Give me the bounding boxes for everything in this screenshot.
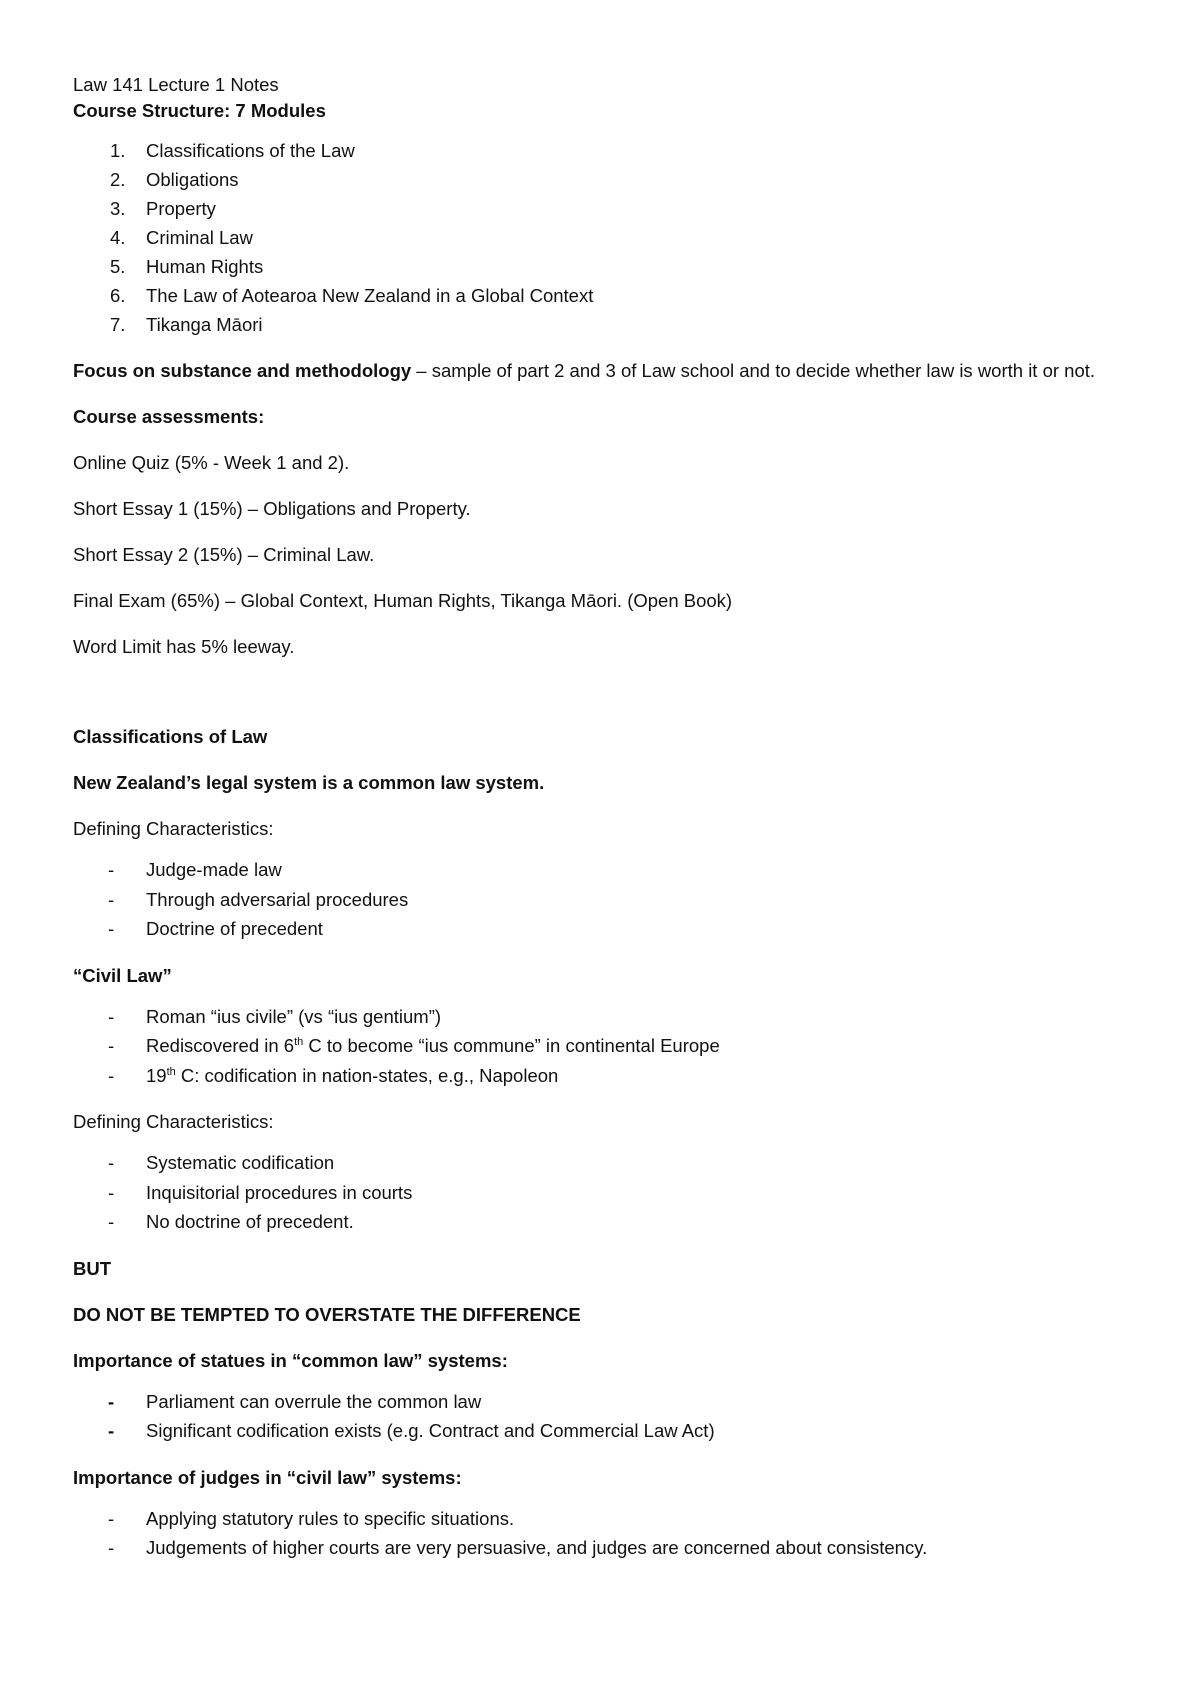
statutes-heading: Importance of statues in “common law” systems: bbox=[73, 1349, 508, 1371]
assessment-item: Word Limit has 5% leeway. bbox=[73, 636, 295, 657]
defining-characteristics-label: Defining Characteristics: bbox=[73, 1111, 274, 1132]
common-law-characteristics-list bbox=[73, 855, 1143, 944]
list-item: 6. The Law of Aotearoa New Zealand in a Global Context bbox=[110, 285, 594, 306]
modules-list bbox=[73, 136, 1143, 339]
list-item: - Applying statutory rules to specific situations. bbox=[108, 1507, 515, 1529]
list-item: - 19th C: codification in nation-states, e.g., Napoleon bbox=[108, 1064, 559, 1086]
nz-system-statement: New Zealand’s legal system is a common law system. bbox=[73, 772, 545, 793]
judges-heading: Importance of judges in “civil law” systems: bbox=[73, 1466, 462, 1488]
focus-paragraph: Focus on substance and methodology – sample of part 2 and 3 of Law school and to decide whether law is worth it or not. bbox=[73, 360, 1096, 381]
list-item: 3. Property bbox=[110, 198, 216, 219]
course-structure-heading: Course Structure: 7 Modules bbox=[73, 100, 326, 121]
judges-points-list bbox=[73, 1504, 1143, 1563]
classifications-heading: Classifications of Law bbox=[73, 726, 268, 747]
document-page bbox=[73, 72, 1143, 1563]
list-item: 7. Tikanga Māori bbox=[110, 314, 263, 335]
document-title: Law 141 Lecture 1 Notes bbox=[73, 74, 279, 95]
list-item: 4. Criminal Law bbox=[110, 227, 253, 248]
list-item: - Significant codification exists (e.g. Contract and Commercial Law Act) bbox=[108, 1420, 715, 1441]
but-label: BUT bbox=[73, 1257, 112, 1279]
list-item: - Doctrine of precedent bbox=[108, 918, 323, 939]
list-item: 2. Obligations bbox=[110, 169, 239, 190]
list-item: 1. Classifications of the Law bbox=[110, 140, 355, 161]
assessments-heading: Course assessments: bbox=[73, 406, 265, 427]
list-item: - Inquisitorial procedures in courts bbox=[108, 1181, 413, 1203]
list-item: - Roman “ius civile” (vs “ius gentium”) bbox=[108, 1005, 442, 1027]
list-item: - Systematic codification bbox=[108, 1152, 335, 1173]
assessment-item: Final Exam (65%) – Global Context, Human Rights, Tikanga Māori. (Open Book) bbox=[73, 590, 733, 611]
civil-law-heading: “Civil Law” bbox=[73, 964, 172, 986]
warning-statement: DO NOT BE TEMPTED TO OVERSTATE THE DIFFERENCE bbox=[73, 1303, 581, 1325]
civil-law-characteristics-list bbox=[73, 1148, 1143, 1237]
list-item: 5. Human Rights bbox=[110, 256, 264, 277]
list-item: - Judgements of higher courts are very persuasive, and judges are concerned about consistency. bbox=[108, 1537, 928, 1558]
list-item: - No doctrine of precedent. bbox=[108, 1211, 354, 1232]
assessment-item: Online Quiz (5% - Week 1 and 2). bbox=[73, 452, 350, 473]
assessment-item: Short Essay 2 (15%) – Criminal Law. bbox=[73, 544, 375, 565]
list-item: - Rediscovered in 6th C to become “ius commune” in continental Europe bbox=[108, 1035, 720, 1056]
list-item: - Through adversarial procedures bbox=[108, 888, 409, 910]
statutes-points-list bbox=[73, 1387, 1143, 1446]
assessment-item: Short Essay 1 (15%) – Obligations and Property. bbox=[73, 498, 471, 519]
list-item: - Judge-made law bbox=[108, 859, 282, 880]
defining-characteristics-label: Defining Characteristics: bbox=[73, 818, 274, 839]
list-item: - Parliament can overrule the common law bbox=[108, 1390, 482, 1412]
civil-law-points-list bbox=[73, 1002, 1143, 1091]
